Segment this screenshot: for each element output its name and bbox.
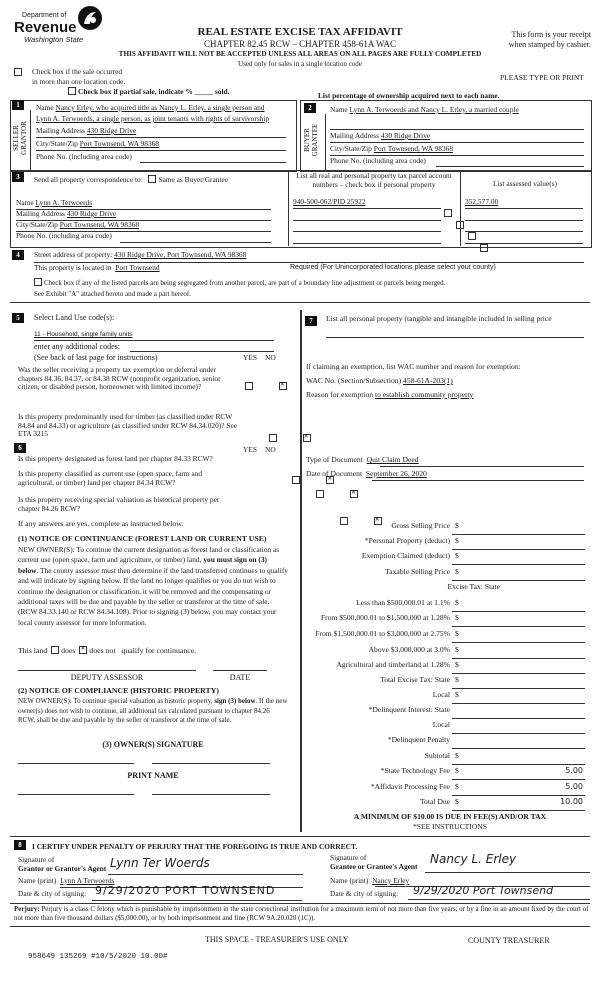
no-header: NO (265, 353, 276, 362)
name-print-label: Name (print) (330, 876, 369, 885)
signature-of-label: Signature of (330, 853, 367, 862)
send-correspondence-label: Send all property correspondence to: (34, 175, 143, 184)
reason-label: Reason for exemption (306, 390, 374, 399)
dollar-sign: $ (455, 690, 459, 699)
street-address-field[interactable]: 430 Ridge Drive, Port Townsend, WA 98368 (114, 250, 247, 259)
located-in-field[interactable]: Port Townsend (115, 263, 160, 272)
additional-codes-label: enter any additional codes: (34, 342, 120, 351)
notice-continuance-text: NEW OWNER(S): To continue the current designation as forest land or classification as current use (open space, farm and agriculture, or timber) land, you must sign on (3) below. The county assessor must then determine if the land transferred continues to qualify and will indicate by signing below. If the land no longer qualifies or you do not wish to continue the designation or classification, it will be removed and the compensating or additional taxes will be due and payable by the seller or transferor at the time of sale. (RCW 84.33.140 or RCW 84.34.108). Prior to signing (3) below, you may contact your local county assessor for more information. (18, 545, 288, 627)
grantee-phone-field[interactable] (436, 166, 584, 167)
same-as-grantee-label: Same as Buyer/Grantee (158, 175, 229, 184)
section-number: 2 (304, 103, 316, 113)
dollar-sign: $ (455, 536, 459, 545)
tax-row-label: Above $3,000,000 at 3.0% (368, 645, 450, 654)
does-not-checkbox[interactable] (79, 646, 87, 654)
this-land-label: This land (18, 646, 48, 655)
notice-continuance-title: (1) NOTICE OF CONTINUANCE (FOREST LAND OR CURRENT USE) (18, 534, 267, 543)
city-label: City/State/Zip (16, 220, 58, 229)
tax-row-label: *State Technology Fee (380, 766, 450, 775)
type-or-print-note: PLEASE TYPE OR PRINT (500, 73, 584, 82)
grantee-signature[interactable]: Nancy L. Erley (430, 852, 517, 866)
ownership-note: List percentage of ownership acquired next to each name. (318, 91, 500, 100)
tax-row-label: Gross Selling Price (391, 521, 450, 530)
forest-question: Is this property designated as forest land per chapter 84.33 RCW? (18, 454, 213, 463)
personal-property-field[interactable] (326, 337, 584, 338)
current-use-no-checkbox[interactable] (350, 490, 358, 498)
section-number: 7 (305, 316, 317, 326)
dollar-sign: $ (455, 751, 459, 760)
partial-sale-label: Check box if partial sale, indicate % _____ sold. (78, 87, 230, 96)
historic-question: Is this property receiving special valuation as historical property per chapter 84.26 RCW? (18, 495, 220, 513)
grantor-city-field[interactable]: Port Townsend, WA 98368 (79, 139, 160, 148)
dollar-sign: $ (455, 629, 459, 638)
parcel-header: numbers – check box if personal property (312, 180, 436, 189)
grantor-name-field[interactable]: Lynn A. Terwoerds, a single person, as joint tenants with rights of survivorship (36, 114, 270, 123)
multi-location-label: in more than one location code. (32, 77, 126, 86)
does-not-label: does not (89, 646, 116, 655)
assessed-header: List assessed value(s) (492, 179, 558, 188)
parcel-number-field[interactable]: 940-500-062/PID 25922 (293, 197, 366, 206)
phone-label: Phone No. (including area code) (330, 156, 426, 165)
land-use-title: Select Land Use code(s): (34, 313, 115, 322)
current-use-question: Is this property classified as current use (open space, farm and agricultural, or timber) land per chapter 84.34 RCW? (18, 469, 203, 487)
date-city-label: Date & city of signing: (18, 889, 87, 898)
if-yes-note: If any answers are yes, complete as instructed below. (18, 519, 184, 528)
personal-property-title: List all personal property (tangible and intangible included in selling price (326, 314, 552, 323)
assessed-value-field[interactable]: 352,577.00 (465, 197, 499, 206)
name-label: Name (16, 198, 34, 207)
tax-row-label: *Affidavit Processing Fee (370, 782, 450, 791)
exemption-no-checkbox[interactable] (279, 382, 287, 390)
grantee-date-city-field[interactable]: 9/29/2020 Port Townsend (413, 884, 554, 897)
street-label: Street address of property: (34, 250, 113, 259)
receipt-note: This form is your receipt (511, 30, 591, 39)
tax-row-label: Local (432, 690, 450, 699)
name-print-label: Name (print) (18, 876, 57, 885)
section-number: 1 (12, 100, 24, 110)
doc-date-label: Date of Document (306, 469, 363, 478)
grantor-mailing-field[interactable]: 430 Ridge Drive (86, 126, 137, 135)
logo-text: Revenue (14, 19, 77, 36)
segregated-checkbox[interactable] (34, 278, 42, 286)
tax-row-label: Agricultural and timberland at 1.28% (336, 660, 450, 669)
dollar-sign: $ (455, 797, 459, 806)
buyer-grantee-label: BUYER GRANTEE (303, 123, 319, 157)
notice-compliance-title: (2) NOTICE OF COMPLIANCE (HISTORIC PROPERTY) (18, 686, 219, 695)
grantor-agent-label: Grantor or Grantor's Agent (18, 864, 107, 873)
no-header: NO (265, 445, 276, 454)
tax-row-value-field[interactable]: 5.00 (565, 766, 583, 775)
single-location-note: Used only for sales in a single location code (238, 60, 362, 68)
current-use-yes-checkbox[interactable] (316, 490, 324, 498)
dollar-sign: $ (455, 598, 459, 607)
phone-label: Phone No. (including area code) (16, 231, 112, 240)
tax-row-label: *Delinquent Interest: State (368, 705, 450, 714)
segregated-label: Check box if any of the listed parcels are being segregated from another parcel, are part of a boundary line adjustment or parcels being merged. (44, 279, 446, 287)
tax-row-label: Total Due (419, 797, 450, 806)
chapter-line: CHAPTER 82.45 RCW – CHAPTER 458-61A WAC (204, 39, 396, 49)
assessor-date-line[interactable] (213, 670, 267, 671)
see-instructions-note: *SEE INSTRUCTIONS (412, 822, 488, 831)
date-label: DATE (229, 673, 251, 682)
grantor-name-field[interactable]: Nancy Erley, who acquired title as Nancy L. Erley, a single person and (55, 103, 265, 112)
forest-yes-checkbox[interactable] (292, 476, 300, 484)
required-note: Required (For Unincorporated locations please select your county) (290, 264, 496, 271)
does-label: does (61, 646, 76, 655)
parcel-header: List all real and personal property tax parcel account (296, 171, 452, 180)
multi-location-checkbox[interactable] (14, 68, 22, 76)
city-label: City/State/Zip (330, 144, 372, 153)
doc-date-field[interactable]: September 26, 2020 (365, 469, 427, 478)
certify-statement: I CERTIFY UNDER PENALTY OF PERJURY THAT THE FOREGOING IS TRUE AND CORRECT. (32, 842, 358, 851)
wac-label: WAC No. (Section/Subsection) (306, 376, 402, 385)
tax-row-label: Less than $500,000.01 at 1.1% (356, 598, 450, 607)
correspondence-mailing-field[interactable]: 430 Ridge Drive (66, 209, 117, 218)
dollar-sign: $ (455, 645, 459, 654)
timber-yes-checkbox[interactable] (269, 434, 277, 442)
name-label: Name (330, 105, 348, 114)
personal-property-checkbox[interactable] (456, 221, 464, 229)
owner-signature-line[interactable] (152, 763, 270, 764)
grantee-name-field[interactable]: Lynn A. Terwoerds and Nancy L. Erley, a married couple (349, 105, 519, 114)
print-name-line[interactable] (152, 794, 270, 795)
dollar-sign: $ (455, 660, 459, 669)
doc-type-field[interactable]: Quit Claim Deed (366, 455, 419, 464)
dollar-sign: $ (455, 551, 459, 560)
minimum-due-note: A MINIMUM OF $10.00 IS DUE IN FEE(S) AND/OR TAX (353, 812, 547, 821)
additional-codes-field[interactable] (130, 351, 274, 352)
section-number: 8 (14, 840, 26, 850)
exemption-question: Was the seller receiving a property tax exemption or deferral under chapters 84.36, 84.37, or 84.38 RCW (nonprofit organization, senior citizen, or disabled person, homeowner with limited income)? (18, 365, 221, 392)
tax-row-label: Local (432, 720, 450, 729)
personal-property-checkbox[interactable] (480, 244, 488, 252)
grantee-print-name-field[interactable]: Nancy Erley (372, 876, 410, 885)
perjury-notice: Perjury: Perjury is a class C felony which is punishable by imprisonment in the state correctional institution for a maximum term of not more than five years, or by a fine in an amount fixed by the court of not more than five thousand dollars ($5,000.00), or by both imprisonment and fine (RCW 9A.20.020 (1C)). (14, 905, 589, 922)
partial-sale-checkbox[interactable] (68, 87, 76, 95)
exhibit-note: See Exhibit "A" attached hereto and made a part hereof. (34, 290, 191, 298)
dollar-sign: $ (455, 766, 459, 775)
tax-row-label: Taxable Selling Price (385, 567, 450, 576)
personal-property-checkbox[interactable] (444, 209, 452, 217)
name-label: Name (36, 103, 54, 112)
tax-row-value-field[interactable]: 10.00 (560, 797, 583, 806)
print-name-line[interactable] (18, 794, 134, 795)
treasurer-use-label: THIS SPACE - TREASURER'S USE ONLY (205, 935, 349, 944)
receipt-note: when stamped by cashier. (508, 40, 591, 49)
dollar-sign: $ (455, 567, 459, 576)
grantor-phone-field[interactable] (140, 162, 286, 163)
wac-field[interactable]: 458-61A-203(1) (403, 376, 453, 385)
tax-row-value-field[interactable]: 5.00 (565, 782, 583, 791)
warning-line: THIS AFFIDAVIT WILL NOT BE ACCEPTED UNLESS ALL AREAS ON ALL PAGES ARE FULLY COMPLETED (118, 50, 482, 58)
instructions-note: (See back of last page for instructions) (34, 353, 158, 362)
notice-compliance-text: NEW OWNER(S): To continue special valuation as historic property, sign (3) below. If the new owner(s) does not wish to continue, all additional tax calculated pursuant to chapter 84.26 RCW, shall be due and payable by the seller or transferor at the time of sale. (18, 697, 288, 725)
same-as-grantee-checkbox[interactable] (148, 175, 156, 183)
exemption-yes-checkbox[interactable] (245, 382, 253, 390)
grantee-city-field[interactable]: Port Townsend, WA 98368 (373, 144, 454, 153)
dollar-sign: $ (455, 613, 459, 622)
form-title: REAL ESTATE EXCISE TAX AFFIDAVIT (197, 26, 403, 38)
treasurer-stamp: 958649 135269 #10/5/2020 10.00# (28, 953, 168, 961)
tax-row-label: Subtotal (424, 751, 450, 760)
tax-row-label: *Personal Property (deduct) (364, 536, 450, 545)
date-city-label: Date & city of signing: (330, 889, 399, 898)
city-label: City/State/Zip (36, 139, 78, 148)
correspondence-city-field[interactable]: Port Townsend, WA 98368 (59, 220, 140, 229)
timber-no-checkbox[interactable] (303, 434, 311, 442)
tax-row-label: Total Excise Tax: State (380, 675, 450, 684)
dollar-sign: $ (455, 521, 459, 530)
grantor-date-city-field[interactable]: 9/29/2020 PORT TOWNSEND (95, 884, 276, 897)
dollar-sign: $ (455, 675, 459, 684)
owner-signature-label: (3) OWNER(S) SIGNATURE (102, 740, 204, 749)
section-number: 5 (12, 313, 24, 323)
print-name-label: PRINT NAME (127, 771, 179, 780)
land-use-code-field[interactable]: 11 - Household, single family units (34, 331, 133, 338)
doc-type-label: Type of Document (306, 455, 363, 464)
logo-text: Washington State (24, 35, 84, 44)
grantor-signature[interactable]: Lynn Ter Woerds (110, 856, 210, 870)
reason-field[interactable]: to establish community property (374, 390, 474, 399)
signature-of-label: Signature of (18, 855, 55, 864)
mailing-label: Mailing Address (16, 209, 66, 218)
tax-row-label: Excise Tax: State (447, 582, 500, 591)
correspondence-phone-field[interactable] (120, 242, 271, 243)
tax-row-label: From $1,500,000.01 to $3,000,000 at 2.75% (315, 629, 450, 638)
logo-text: Department of (22, 12, 67, 19)
dollar-sign: $ (455, 782, 459, 791)
section-number: 4 (12, 250, 24, 260)
timber-question: Is this property predominantly used for timber (as classified under RCW 84.84 and 84.33) or agriculture (as classified under RCW 84.34.020)? See ETA 3215 (18, 412, 238, 439)
mailing-label: Mailing Address (330, 131, 380, 140)
section-number: 3 (12, 172, 24, 182)
county-treasurer-label: COUNTY TREASURER (468, 936, 550, 945)
grantee-mailing-field[interactable]: 430 Ridge Drive (380, 131, 431, 140)
deputy-assessor-signature-line[interactable] (18, 670, 196, 671)
located-label: This property is located in (34, 263, 112, 272)
tax-row-label: From $500,000.01 to $1,500,000 at 1.28% (320, 613, 450, 622)
owner-signature-line[interactable] (18, 763, 134, 764)
exemption-intro: If claiming an exemption, list WAC number and reason for exemption: (306, 362, 521, 371)
qualify-label: qualify for continuance. (121, 646, 197, 655)
mailing-label: Mailing Address (36, 126, 86, 135)
correspondence-name-field[interactable]: Lynn A. Terwoerds (35, 198, 93, 207)
deputy-assessor-label: DEPUTY ASSESSOR (70, 673, 144, 682)
seller-grantor-label: SELLER GRANTOR (12, 121, 28, 155)
yes-header: YES (243, 445, 257, 454)
multi-location-label: Check box if the sale occurred (32, 67, 123, 76)
yes-header: YES (243, 353, 257, 362)
grantee-agent-label: Grantee or Grantee's Agent (330, 862, 418, 871)
section-number: 6 (14, 443, 26, 453)
grantor-print-name-field[interactable]: Lynn A Terwoerds (60, 876, 115, 885)
personal-property-checkbox[interactable] (468, 232, 476, 240)
phone-label: Phone No. (including area code) (36, 152, 132, 161)
does-checkbox[interactable] (51, 646, 59, 654)
tax-row-label: *Delinquent Penalty (387, 735, 450, 744)
tax-row-label: Exemption Claimed (deduct) (361, 551, 450, 560)
